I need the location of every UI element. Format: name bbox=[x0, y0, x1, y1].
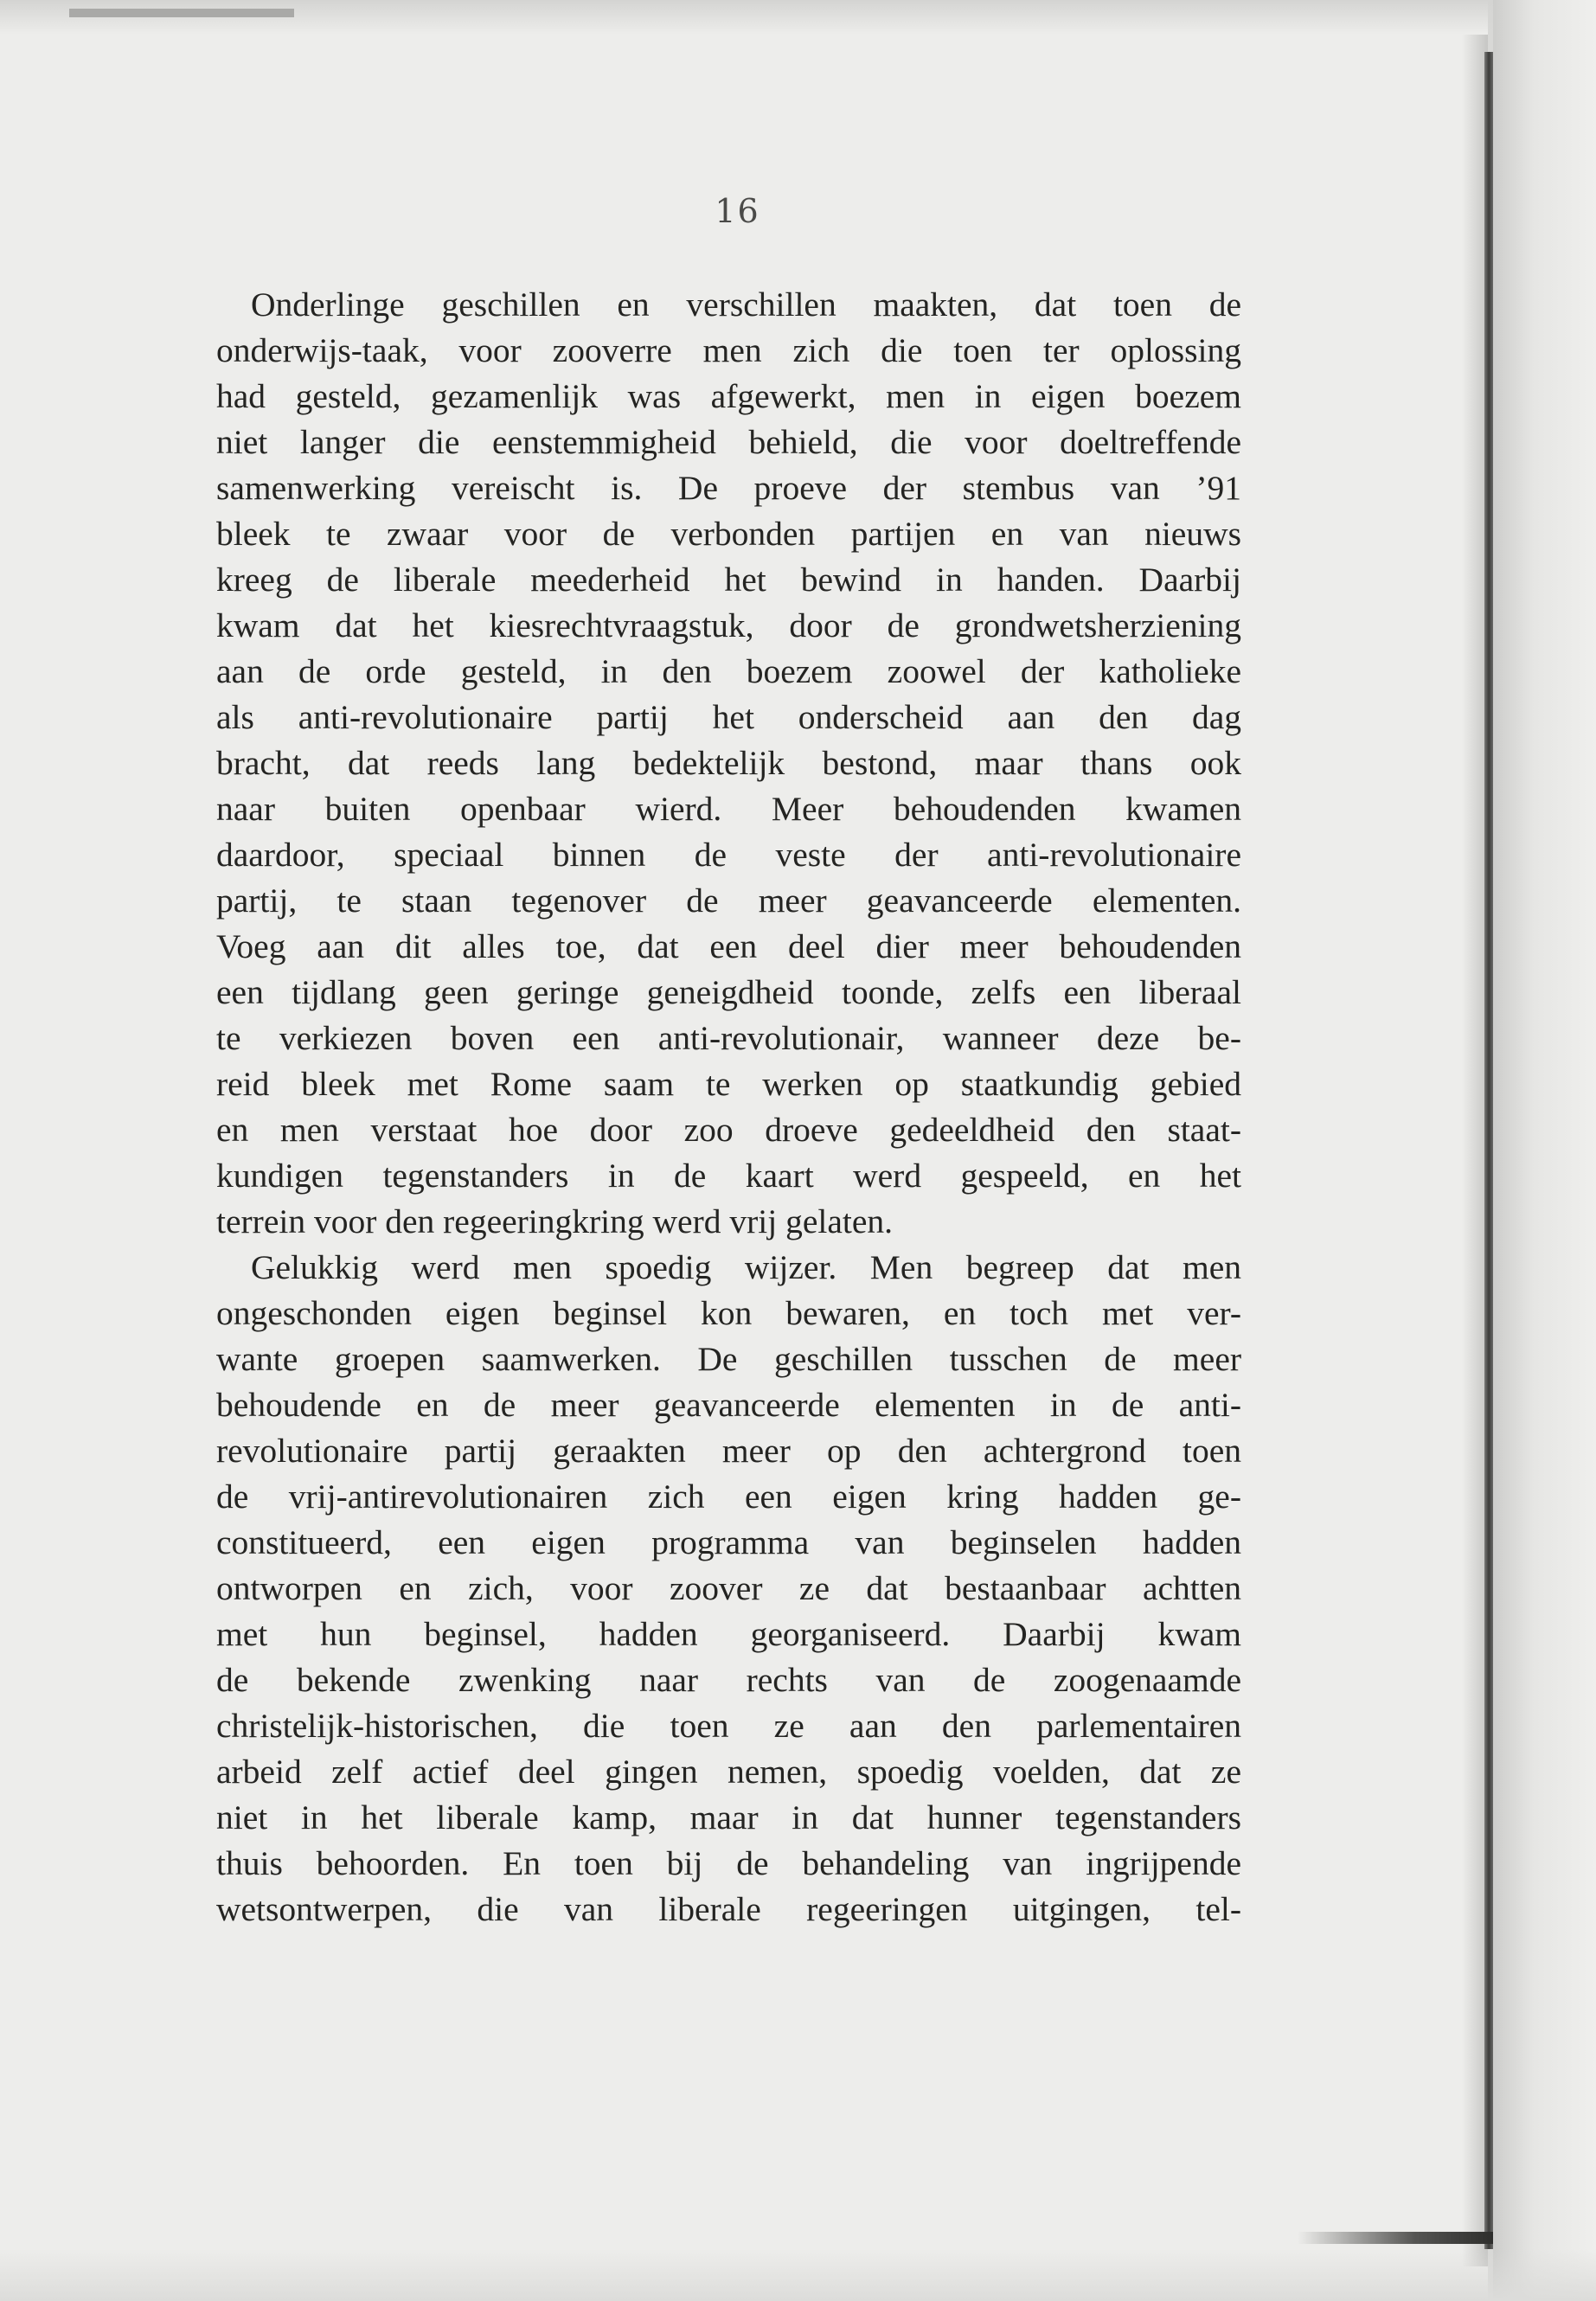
text-line: bleek te zwaar voor de verbonden partijen en van nieuws bbox=[216, 515, 1241, 553]
text-line: te verkiezen boven een anti-revolutionair, wanneer deze be- bbox=[216, 1019, 1241, 1057]
text-line: bracht, dat reeds lang bedektelijk bestond, maar thans ook bbox=[216, 744, 1241, 782]
text-line: ontworpen en zich, voor zoover ze dat bestaanbaar achtten bbox=[216, 1569, 1241, 1607]
page-number: 16 bbox=[715, 192, 760, 230]
text-line: de vrij-antirevolutionairen zich een eigen kring hadden ge- bbox=[216, 1477, 1241, 1516]
text-line: Onderlinge geschillen en verschillen maakten, dat toen de bbox=[251, 285, 1241, 324]
text-line: niet langer die eenstemmigheid behield, die voor doeltreffende bbox=[216, 423, 1241, 461]
text-line: niet in het liberale kamp, maar in dat hunner tegenstanders bbox=[216, 1798, 1241, 1836]
text-line: arbeid zelf actief deel gingen nemen, spoedig voelden, dat ze bbox=[216, 1753, 1241, 1791]
text-line: had gesteld, gezamenlijk was afgewerkt, men in eigen boezem bbox=[216, 377, 1241, 415]
text-line: daardoor, speciaal binnen de veste der anti-revolutionaire bbox=[216, 836, 1241, 874]
text-line: thuis behoorden. En toen bij de behandeling van ingrijpende bbox=[216, 1844, 1241, 1882]
text-line: Gelukkig werd men spoedig wijzer. Men begreep dat men bbox=[251, 1248, 1241, 1286]
text-line: en men verstaat hoe door zoo droeve gedeeldheid den staat- bbox=[216, 1111, 1241, 1149]
bottom-edge-mark bbox=[1298, 2232, 1493, 2244]
text-line: constitueerd, een eigen programma van beginselen hadden bbox=[216, 1523, 1241, 1561]
text-line: kwam dat het kiesrechtvraagstuk, door de grondwetsherziening bbox=[216, 606, 1241, 644]
text-line: als anti-revolutionaire partij het onderscheid aan den dag bbox=[216, 698, 1241, 736]
bottom-shadow bbox=[0, 2249, 1596, 2301]
text-line: met hun beginsel, hadden georganiseerd. Daarbij kwam bbox=[216, 1615, 1241, 1653]
text-line: Voeg aan dit alles toe, dat een deel dier meer behoudenden bbox=[216, 927, 1241, 965]
text-line: revolutionaire partij geraakten meer op den achtergrond toen bbox=[216, 1432, 1241, 1470]
top-edge-mark bbox=[69, 9, 294, 17]
text-line: terrein voor den regeeringkring werd vrij gelaten. bbox=[216, 1202, 893, 1240]
text-line: aan de orde gesteld, in den boezem zoowel der katholieke bbox=[216, 652, 1241, 690]
fore-edge bbox=[1484, 52, 1493, 2249]
top-shadow bbox=[0, 0, 1596, 35]
text-line: behoudende en de meer geavanceerde elementen in de anti- bbox=[216, 1386, 1241, 1424]
text-line: een tijdlang geen geringe geneigdheid toonde, zelfs een liberaal bbox=[216, 973, 1241, 1011]
text-line: wetsontwerpen, die van liberale regeeringen uitgingen, tel- bbox=[216, 1890, 1241, 1928]
text-line: kreeg de liberale meederheid het bewind in handen. Daarbij bbox=[216, 561, 1241, 599]
text-line: christelijk-historischen, die toen ze aan den parlementairen bbox=[216, 1707, 1241, 1745]
text-line: naar buiten openbaar wierd. Meer behoudenden kwamen bbox=[216, 790, 1241, 828]
text-line: onderwijs-taak, voor zooverre men zich die toen ter oplossing bbox=[216, 331, 1241, 369]
text-line: kundigen tegenstanders in de kaart werd gespeeld, en het bbox=[216, 1157, 1241, 1195]
text-line: reid bleek met Rome saam te werken op staatkundig gebied bbox=[216, 1065, 1241, 1103]
text-line: ongeschonden eigen beginsel kon bewaren, en toch met ver- bbox=[216, 1294, 1241, 1332]
text-line: wante groepen saamwerken. De geschillen tusschen de meer bbox=[216, 1340, 1241, 1378]
body-text bbox=[216, 282, 1241, 1932]
text-line: partij, te staan tegenover de meer geavanceerde elementen. bbox=[216, 881, 1241, 920]
text-line: de bekende zwenking naar rechts van de zoogenaamde bbox=[216, 1661, 1241, 1699]
next-page-strip bbox=[1493, 0, 1596, 2301]
text-line: samenwerking vereischt is. De proeve der stembus van ’91 bbox=[216, 469, 1241, 507]
